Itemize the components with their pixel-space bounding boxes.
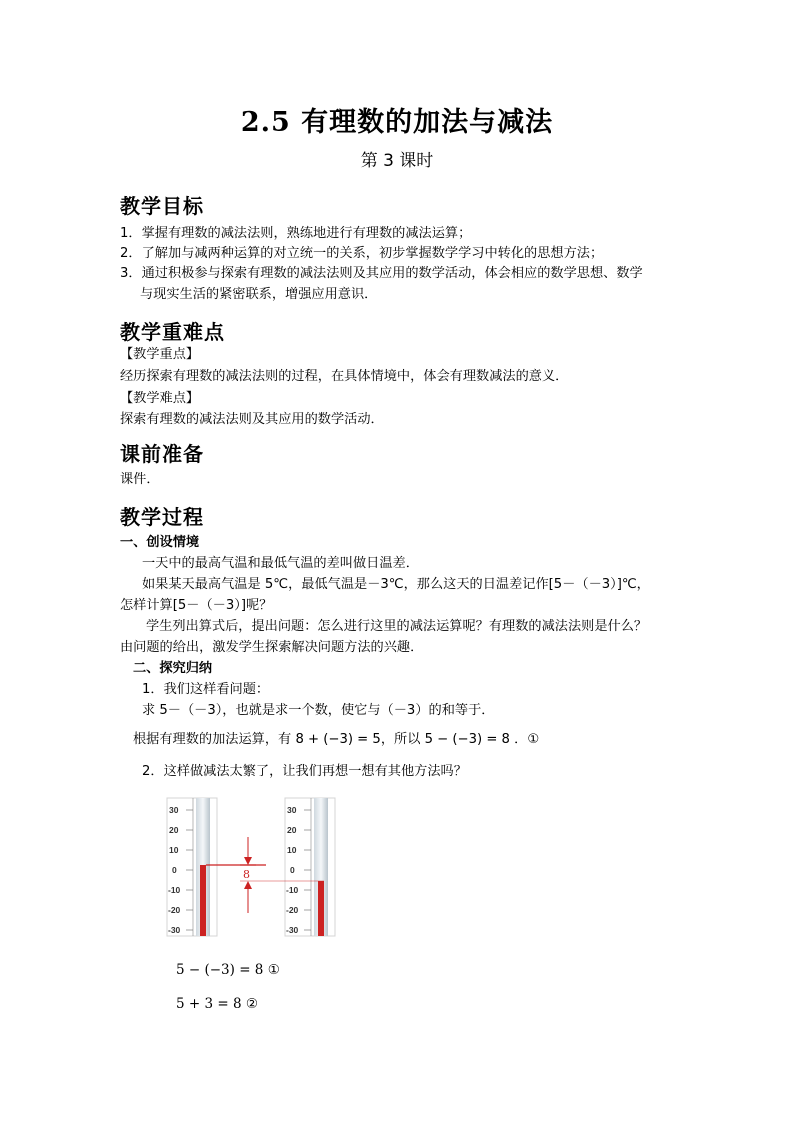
scale-label: 0	[172, 865, 177, 875]
scale-label: -20	[168, 905, 181, 915]
body-text: 怎样计算[5－（－3）]呢？	[120, 598, 273, 613]
objective-item: 1．掌握有理数的减法法则，熟练地进行有理数的减法运算；	[120, 226, 472, 241]
keypoints-heading: 教学重难点	[120, 320, 225, 344]
section-heading-1: 一、创设情境	[120, 535, 200, 550]
difficulty-label: 【教学难点】	[120, 391, 200, 406]
process-heading: 教学过程	[120, 505, 204, 529]
equation-2: 5 + 3 = 8 ②	[176, 996, 258, 1012]
scale-label: 20	[169, 825, 179, 835]
question-2: 2．这样做减法太繁了，让我们再想一想有其他方法吗？	[142, 764, 467, 779]
arrow-up-icon	[244, 881, 252, 889]
arrow-down-icon	[244, 857, 252, 865]
scale-label: -30	[286, 925, 299, 935]
focus-label: 【教学重点】	[120, 347, 200, 362]
section-heading-2: 二、探究归纳	[133, 661, 213, 676]
prep-heading: 课前准备	[120, 442, 204, 466]
page-title: 2.5 有理数的加法与减法	[240, 107, 554, 138]
body-text: 学生列出算式后，提出问题：怎么进行这里的减法运算呢？有理数的减法法则是什么？	[146, 619, 648, 634]
difficulty-text: 探索有理数的减法法则及其应用的数学活动．	[120, 412, 384, 427]
question-1-calculation: 根据有理数的加法运算，有 8 + (−3) = 5，所以 5 − (−3) = 8 ．①	[133, 732, 540, 747]
objectives-heading: 教学目标	[120, 194, 204, 218]
scale-label: -30	[168, 925, 181, 935]
question-1-text: 求 5－（－3），也就是求一个数，使它与（－3）的和等于．	[142, 703, 495, 718]
prep-text: 课件．	[120, 472, 160, 487]
scale-label: 10	[169, 845, 179, 855]
body-text: 一天中的最高气温和最低气温的差叫做日温差．	[142, 556, 419, 571]
objective-item: 3．通过积极参与探索有理数的减法法则及其应用的数学活动，体会相应的数学思想、数学	[120, 266, 643, 281]
scale-label: 20	[287, 825, 297, 835]
scale-label: 30	[287, 805, 297, 815]
difference-label: 8	[243, 868, 250, 881]
page-subtitle: 第 3 课时	[360, 151, 434, 171]
thermometer-figure	[166, 797, 342, 939]
scale-label: -20	[286, 905, 299, 915]
body-text: 由问题的给出，激发学生探索解决问题方法的兴趣．	[120, 640, 424, 655]
left-mercury	[200, 865, 206, 936]
objective-item: 2．了解加与减两种运算的对立统一的关系，初步掌握数学学习中转化的思想方法；	[120, 246, 604, 261]
scale-label: 0	[290, 865, 295, 875]
focus-text: 经历探索有理数的减法法则的过程，在具体情境中，体会有理数减法的意义．	[120, 369, 569, 384]
scale-label: -10	[168, 885, 181, 895]
equation-1: 5 − (−3) = 8 ①	[176, 962, 280, 978]
scale-label: -10	[286, 885, 299, 895]
scale-label: 10	[287, 845, 297, 855]
right-mercury	[318, 881, 324, 936]
question-1: 1．我们这样看问题：	[142, 682, 270, 697]
body-text: 如果某天最高气温是 5℃，最低气温是－3℃，那么这天的日温差记作[5－（－3）]℃，	[142, 577, 650, 592]
objective-item-continued: 与现实生活的紧密联系，增强应用意识．	[140, 287, 378, 302]
scale-label: 30	[169, 805, 179, 815]
